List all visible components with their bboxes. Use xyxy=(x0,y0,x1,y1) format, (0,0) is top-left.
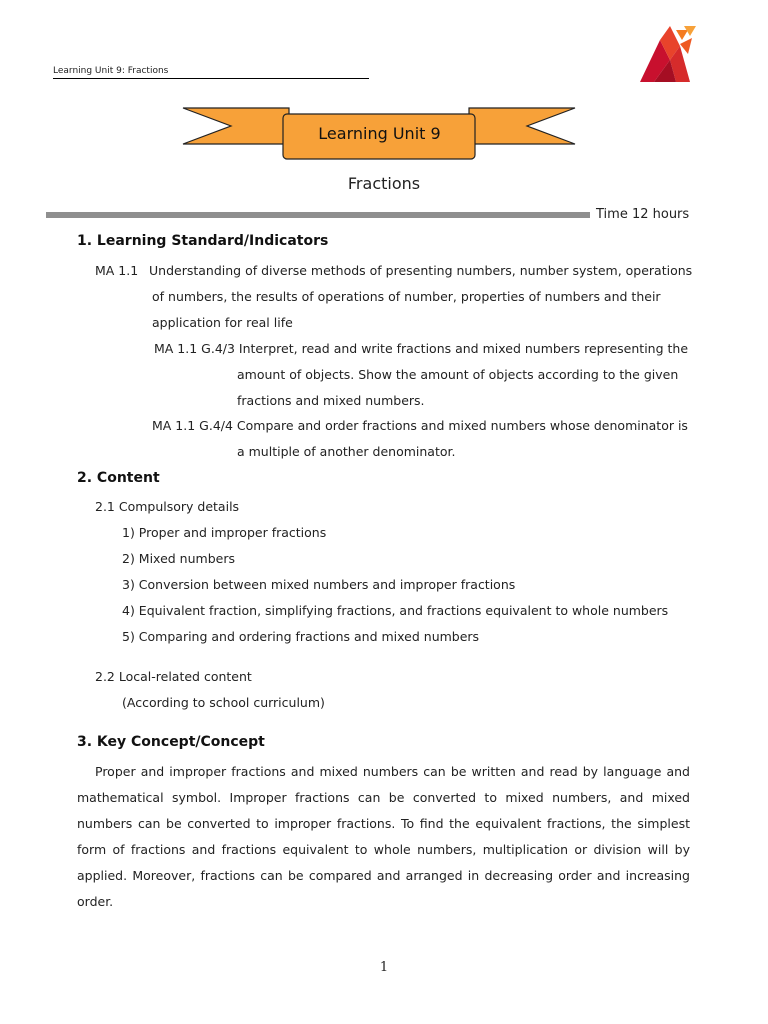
ma11-line: Understanding of diverse methods of presenting numbers, number system, operations xyxy=(149,263,693,278)
stylized-a-logo-icon xyxy=(640,26,698,82)
section-1-heading: 1. Learning Standard/Indicators xyxy=(77,233,329,249)
subsection-heading: 2.1 Compulsory details xyxy=(95,499,240,514)
section-2-heading: 2. Content xyxy=(77,470,160,486)
list-item: 5) Comparing and ordering fractions and mixed numbers xyxy=(122,629,480,644)
unit-subtitle: Fractions xyxy=(347,174,421,193)
page-number: 1 xyxy=(379,960,389,975)
list-item: 2) Mixed numbers xyxy=(122,551,235,566)
indicator-2-line: a multiple of another denominator. xyxy=(237,444,456,459)
running-header: Learning Unit 9: Fractions xyxy=(53,66,169,76)
local-content-note: (According to school curriculum) xyxy=(122,695,325,710)
list-item: 4) Equivalent fraction, simplifying fractions, and fractions equivalent to whole numbers xyxy=(122,603,669,618)
indicator-1-line: MA 1.1 G.4/3 Interpret, read and write fractions and mixed numbers representing the xyxy=(154,341,689,356)
indicator-1-line: amount of objects. Show the amount of objects according to the given xyxy=(237,367,679,382)
key-concept-paragraph: Proper and improper fractions and mixed numbers can be written and read by language and mathematical symbol. Improper fractions can be converted to mixed numbers, and mixed numbers can be converted to improper fractions. To find the equivalent fractions, the simplest form of fractions and fractions equivalent to whole numbers, multiplication or division will by applied. Moreover, fractions can be compared and arranged in decreasing order and increasing order. xyxy=(77,764,690,909)
ma11-line: application for real life xyxy=(152,315,293,330)
list-item: 3) Conversion between mixed numbers and improper fractions xyxy=(122,577,516,592)
subsection-heading: 2.2 Local-related content xyxy=(95,669,252,684)
time-allocation: Time 12 hours xyxy=(596,207,690,222)
list-item: 1) Proper and improper fractions xyxy=(122,525,327,540)
ma11-code: MA 1.1 xyxy=(95,263,139,278)
divider-bar xyxy=(46,212,590,218)
indicator-1-line: fractions and mixed numbers. xyxy=(237,393,425,408)
banner-title: Learning Unit 9 xyxy=(318,124,441,143)
section-3-heading: 3. Key Concept/Concept xyxy=(77,734,265,750)
header-rule xyxy=(53,78,369,79)
indicator-2-line: MA 1.1 G.4/4 Compare and order fractions and mixed numbers whose denominator is xyxy=(152,418,688,433)
ma11-line: of numbers, the results of operations of number, properties of numbers and their xyxy=(152,289,661,304)
